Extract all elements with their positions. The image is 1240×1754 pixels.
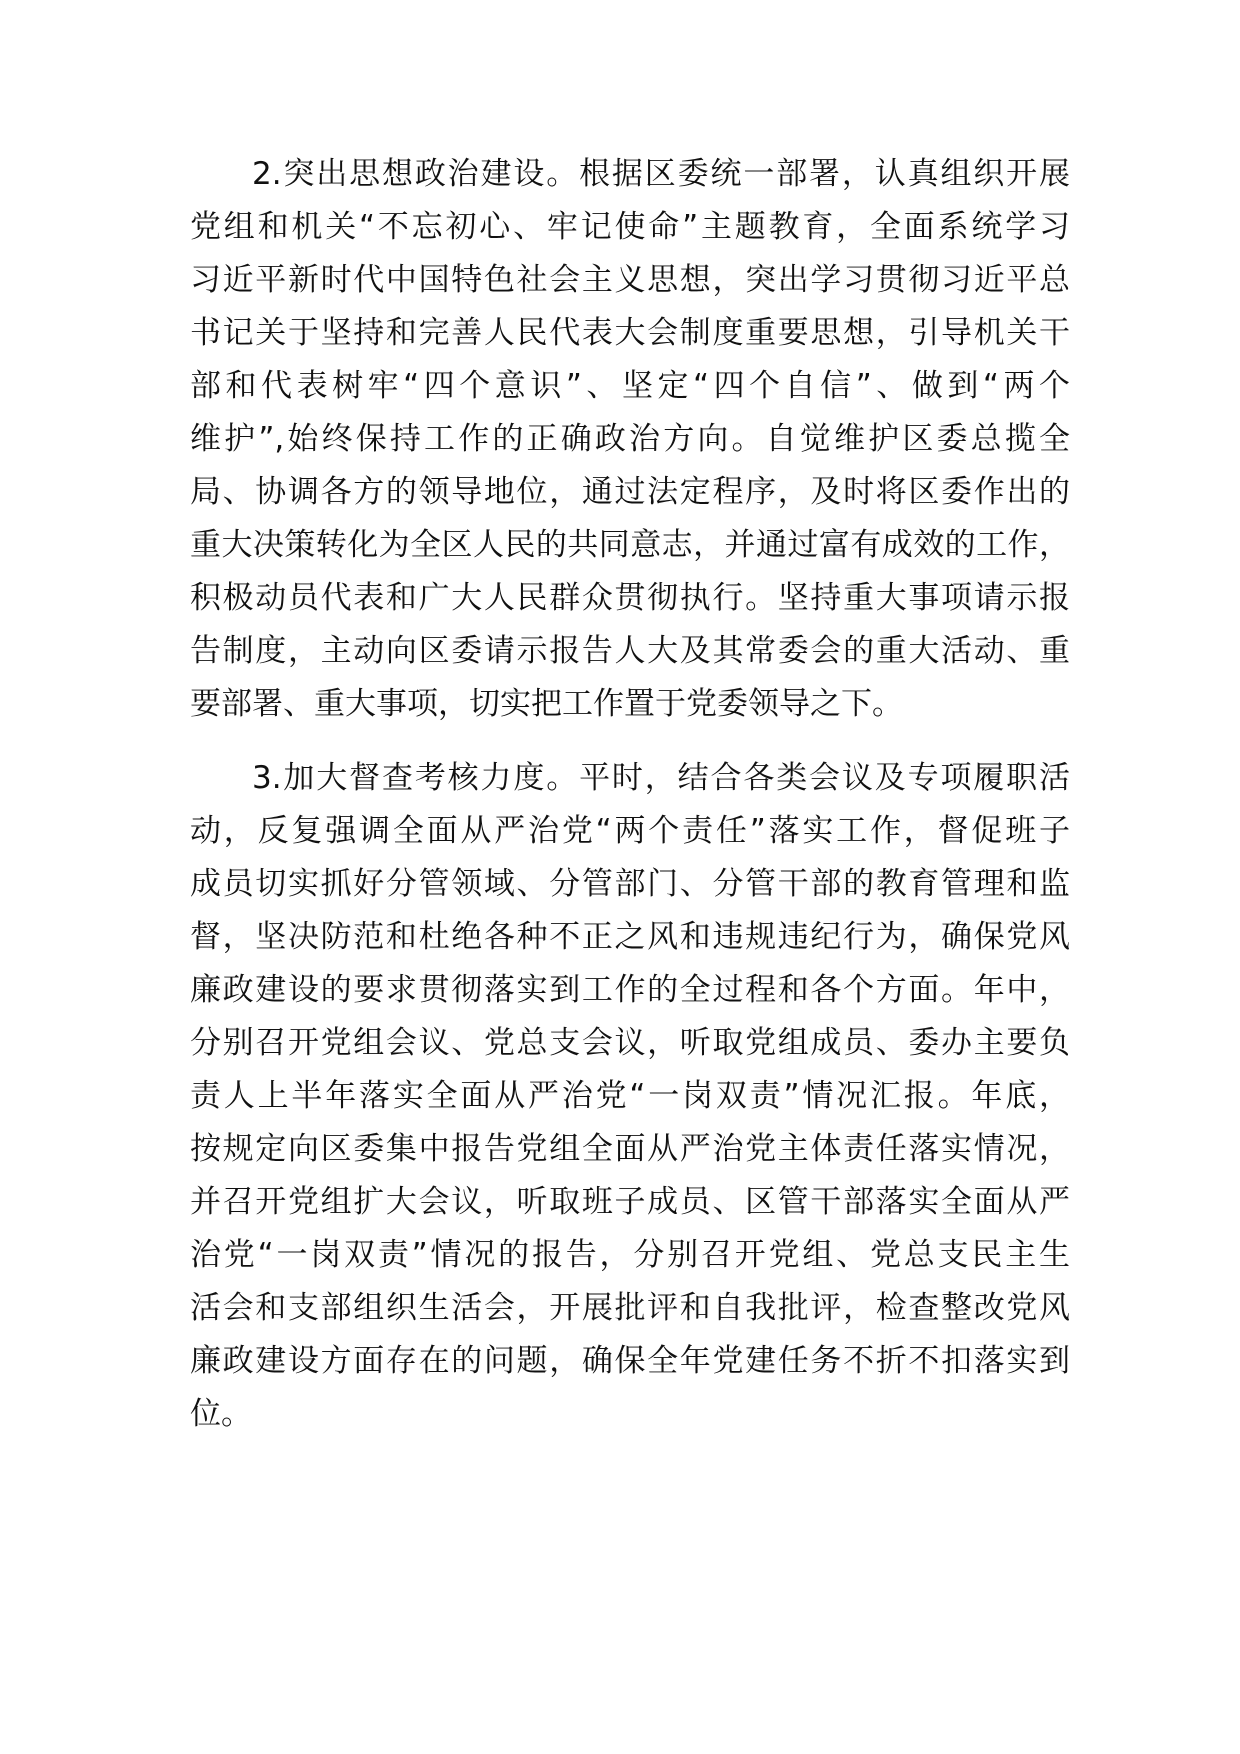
paragraph-line: 督，坚决防范和杜绝各种不正之风和违规违纪行为，确保党风: [190, 919, 1070, 955]
paragraph-supervision-assessment: [190, 752, 1070, 1441]
paragraph-line: 部和代表树牢“四个意识”、坚定“四个自信”、做到“两个: [190, 368, 1070, 404]
paragraph-line: 告制度，主动向区委请示报告人大及其常委会的重大活动、重: [190, 633, 1070, 669]
paragraph-ideological-political-building: [190, 148, 1070, 731]
paragraph-line: 位。: [190, 1396, 252, 1432]
paragraph-spacer: [190, 731, 1070, 752]
paragraph-line: 党组和机关“不忘初心、牢记使命”主题教育，全面系统学习: [190, 209, 1070, 245]
paragraph-line: 要部署、重大事项，切实把工作置于党委领导之下。: [190, 686, 903, 722]
paragraph-line: 成员切实抓好分管领域、分管部门、分管干部的教育管理和监: [190, 866, 1070, 902]
paragraph-line: 书记关于坚持和完善人民代表大会制度重要思想，引导机关干: [190, 315, 1070, 351]
document-body: [190, 148, 1070, 1441]
paragraph-line: 治党“一岗双责”情况的报告，分别召开党组、党总支民主生: [190, 1237, 1070, 1273]
paragraph-line: 局、协调各方的领导地位，通过法定程序，及时将区委作出的: [190, 474, 1070, 510]
paragraph-line: 2.突出思想政治建设。根据区委统一部署，认真组织开展: [252, 156, 1070, 192]
paragraph-line: 活会和支部组织生活会，开展批评和自我批评，检查整改党风: [190, 1290, 1070, 1326]
paragraph-line: 重大决策转化为全区人民的共同意志，并通过富有成效的工作，: [190, 527, 1070, 563]
paragraph-line: 3.加大督查考核力度。平时，结合各类会议及专项履职活: [252, 760, 1070, 796]
paragraph-line: 廉政建设方面存在的问题，确保全年党建任务不折不扣落实到: [190, 1343, 1070, 1379]
paragraph-line: 维护”,始终保持工作的正确政治方向。自觉维护区委总揽全: [190, 421, 1070, 457]
paragraph-line: 分别召开党组会议、党总支会议，听取党组成员、委办主要负: [190, 1025, 1070, 1061]
paragraph-line: 并召开党组扩大会议，听取班子成员、区管干部落实全面从严: [190, 1184, 1070, 1220]
paragraph-line: 习近平新时代中国特色社会主义思想，突出学习贯彻习近平总: [190, 262, 1070, 298]
paragraph-line: 动，反复强调全面从严治党“两个责任”落实工作，督促班子: [190, 813, 1070, 849]
paragraph-line: 责人上半年落实全面从严治党“一岗双责”情况汇报。年底，: [190, 1078, 1070, 1114]
paragraph-line: 按规定向区委集中报告党组全面从严治党主体责任落实情况，: [190, 1131, 1070, 1167]
paragraph-line: 廉政建设的要求贯彻落实到工作的全过程和各个方面。年中，: [190, 972, 1070, 1008]
paragraph-line: 积极动员代表和广大人民群众贯彻执行。坚持重大事项请示报: [190, 580, 1070, 616]
